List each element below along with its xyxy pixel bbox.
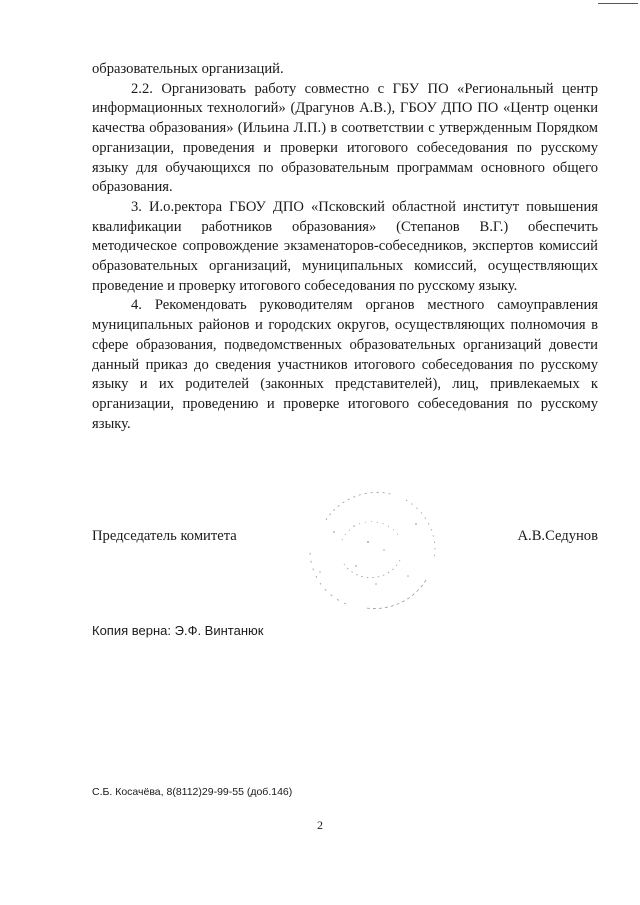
- executor-contact: С.Б. Косачёва, 8(8112)29-99-55 (доб.146): [92, 786, 293, 798]
- signatory-position: Председатель комитета: [92, 528, 237, 544]
- signatory-name: А.В.Седунов: [517, 528, 598, 544]
- page-number: 2: [317, 818, 323, 832]
- paragraph-4: 4. Рекомендовать руководителям органов местного самоуправления муниципальных районов и городских округов, осуществляющих полномочия в сфере образования, подведомственных образовательных организаций довести данный приказ до сведения участников итогового собеседования по русскому языку и их родителей (законных представителей), лиц, привлекаемых к организации, проведению и проверке итогового собеседования по русскому языку.: [92, 297, 598, 432]
- copy-certification: Копия верна: Э.Ф. Винтанюк: [92, 623, 264, 638]
- document-body: [92, 60, 598, 434]
- paragraph-2-2: 2.2. Организовать работу совместно с ГБУ ПО «Региональный центр информационных технологий» (Драгунов А.В.), ГБОУ ДПО ПО «Центр оценки качества образования» (Ильина Л.П.) в соответствии с утвержденным Порядком организации, проведения и проверки итогового собеседования по русскому языку для обучающихся по образовательным программам основного общего образования.: [92, 80, 598, 196]
- scan-edge-line: [598, 3, 638, 4]
- paragraph-3: 3. И.о.ректора ГБОУ ДПО «Псковский областной институт повышения квалификации работников образования» (Степанов В.Г.) обеспечить методическое сопровождение экзаменаторов-собеседников, экспертов комиссий образовательных организаций, муниципальных комиссий, осуществляющих проведение и проверку итогового собеседования по русскому языку.: [92, 198, 598, 294]
- paragraph-continuation: образовательных организаций.: [92, 61, 284, 77]
- faded-round-seal-icon: [296, 480, 446, 620]
